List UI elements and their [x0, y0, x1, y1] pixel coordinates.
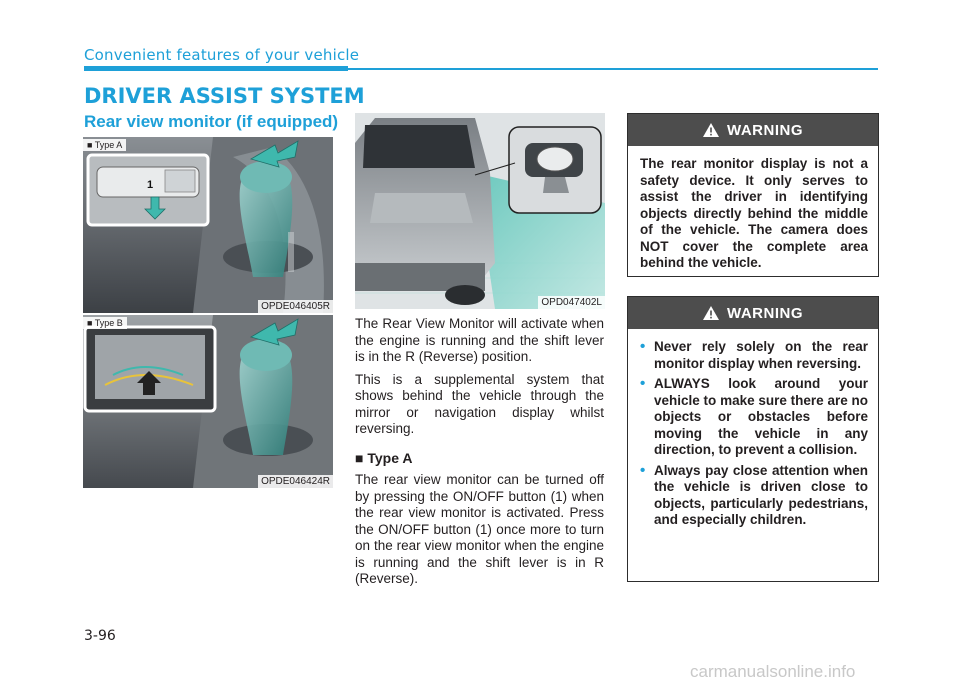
section-header: Convenient features of your vehicle: [84, 46, 360, 64]
warning-text: [628, 329, 878, 545]
warning-text: The rear monitor display is not a safety device. It only serves to assist the driver in identifying objects directly behind the middle of the vehicle. The camera does NOT cover the complete area behind the vehicle.: [640, 156, 868, 270]
figure-type-label: ■ Type A: [83, 139, 126, 151]
list-item: • Never rely solely on the rear monitor display when reversing.: [640, 338, 868, 371]
list-item: • Always pay close attention when the vehicle is driven close to objects, particularly pedestrians, and especially children.: [640, 461, 868, 527]
paragraph: The rear view monitor can be turned off by pressing the ON/OFF button (1) when the rear view monitor is activated. Press the ON/OFF button (1) once more to turn on the rear view monitor when the engine is running and the shift lever is in R (Reverse).: [355, 472, 604, 586]
rear-camera-illustration: [355, 113, 605, 309]
figure-type-label: ■ Type B: [83, 317, 127, 329]
figure-code: OPDE046405R: [258, 300, 333, 313]
paragraph: The Rear View Monitor will activate when the engine is running and the shift lever is in the R (Reverse) position.: [355, 316, 604, 364]
warning-label: WARNING: [727, 304, 803, 322]
mirror-shift-illustration: [83, 137, 333, 313]
warning-header: [628, 114, 878, 146]
warning-triangle-icon: [703, 123, 719, 137]
figure-code: OPD047402L: [538, 296, 605, 309]
body-text: [355, 316, 604, 594]
paragraph: This is a supplemental system that shows behind the vehicle through the mirror or navigation display whilst reversing.: [355, 371, 604, 436]
header-accent-bar: [84, 66, 348, 71]
warning-header: [628, 297, 878, 329]
page-number: 3-96: [84, 628, 116, 644]
display-shift-illustration: [83, 315, 333, 488]
section-subtitle: Rear view monitor (if equipped): [84, 112, 339, 131]
figure-type-a: [83, 137, 333, 313]
warning-triangle-icon: [703, 306, 719, 320]
figure-rear-camera: [355, 113, 605, 309]
warning-label: WARNING: [727, 121, 803, 139]
figure-code: OPDE046424R: [258, 475, 333, 488]
page-title: DRIVER ASSIST SYSTEM: [84, 84, 365, 108]
header-rule: [348, 68, 878, 70]
list-item: • ALWAYS look around your vehicle to make sure there are no objects or obstacles before moving the vehicle in any direction, to prevent a collision.: [640, 375, 868, 457]
type-a-heading: ■ Type A: [355, 449, 413, 466]
warning-box: [627, 296, 879, 582]
watermark: carmanualsonline.info: [690, 662, 856, 681]
warning-box: [627, 113, 879, 277]
figure-type-b: [83, 315, 333, 488]
warning-list: [640, 339, 868, 529]
callout-number: 1: [147, 179, 154, 191]
